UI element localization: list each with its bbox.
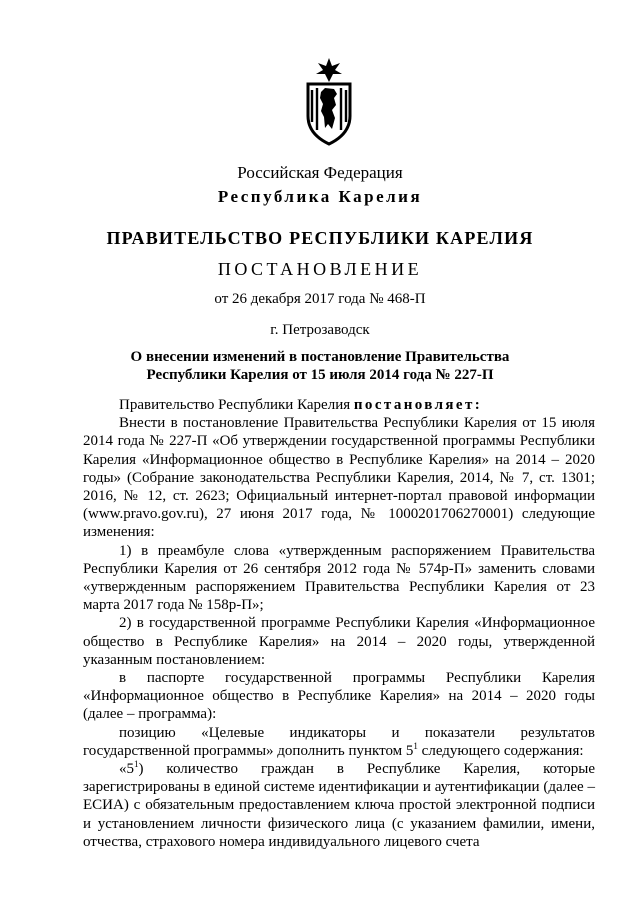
karelia-coat-of-arms-icon (304, 58, 354, 148)
intro-text: Правительство Республики Карелия (119, 397, 354, 413)
subject-line-2: Республики Карелия от 15 июля 2014 года № 227-П (146, 367, 494, 383)
paragraph-6-text: количество граждан в Республике Карелия, которые зарегистрированы в единой системе идентификации и аутентификации (далее – ЕСИА) с обязательным предоставлением ключа простой электронной подписи и установлением личности физического лица (с указанием фамилии, имени, отчества, страхового номера индивидуального лицевого счета (83, 761, 595, 850)
paragraph-3: 2) в государственной программе Республики Карелия «Информационное общество в Республике Карелия» на 2014 – 2020 годы, утвержденной указанным постановлением: (83, 615, 595, 668)
star-icon (316, 58, 342, 82)
paragraph-1: Внести в постановление Правительства Республики Карелия от 15 июля 2014 года № 227-П «Об утверждении государственной программы Республики Карелия «Информационное общество в Республике Карелия» на 2014 – 2020 годы» (Собрание законодательства Республики Карелия, 2014, № 7, ст. 1301; 2016, № 12, ст. 2623; Официальный интернет-портал правовой информации (www.pravo.gov.ru), 27 июня 2017 года, № 1000201706270001) следующие изменения: (83, 415, 595, 541)
document-city: г. Петрозаводск (270, 322, 370, 338)
paragraph-5-end: следующего содержания: (417, 742, 584, 759)
document-subject (0, 348, 640, 384)
issuing-authority: ПРАВИТЕЛЬСТВО РЕСПУБЛИКИ КАРЕЛИЯ (106, 228, 534, 248)
decree-verb: постановляет: (353, 397, 483, 413)
republic-name: Республика Карелия (217, 187, 423, 206)
intro-paragraph (83, 396, 595, 414)
paragraph-5 (83, 724, 595, 760)
subject-line-1: О внесении изменений в постановление Правительства (130, 349, 510, 365)
paragraph-6-open: «5 (119, 761, 134, 778)
country-name: Российская Федерация (237, 163, 403, 182)
paragraph-6-close: ) (138, 761, 144, 778)
paragraph-6 (83, 760, 595, 851)
document-body (83, 396, 595, 851)
paragraph-4: в паспорте государственной программы Республики Карелия «Информационное общество в Республике Карелия» на 2014 – 2020 годы (далее – программа): (83, 670, 595, 723)
document-date: от 26 декабря 2017 года № 468-П (214, 291, 426, 307)
paragraph-2: 1) в преамбуле слова «утвержденным распоряжением Правительства Республики Карелия от 26 сентября 2012 года № 574р-П» заменить словами «утвержденным распоряжением Правительства Республики Карелия от 23 марта 2017 года № 158р-П»; (83, 542, 595, 614)
paragraph-5-text: позицию «Целевые индикаторы и показатели результатов государственной программы» дополнить пунктом 5 (83, 724, 595, 759)
paragraph-6-superscript: 1 (134, 759, 139, 770)
paragraph-5-superscript: 1 (413, 740, 418, 751)
document-type: ПОСТАНОВЛЕНИЕ (217, 259, 423, 279)
